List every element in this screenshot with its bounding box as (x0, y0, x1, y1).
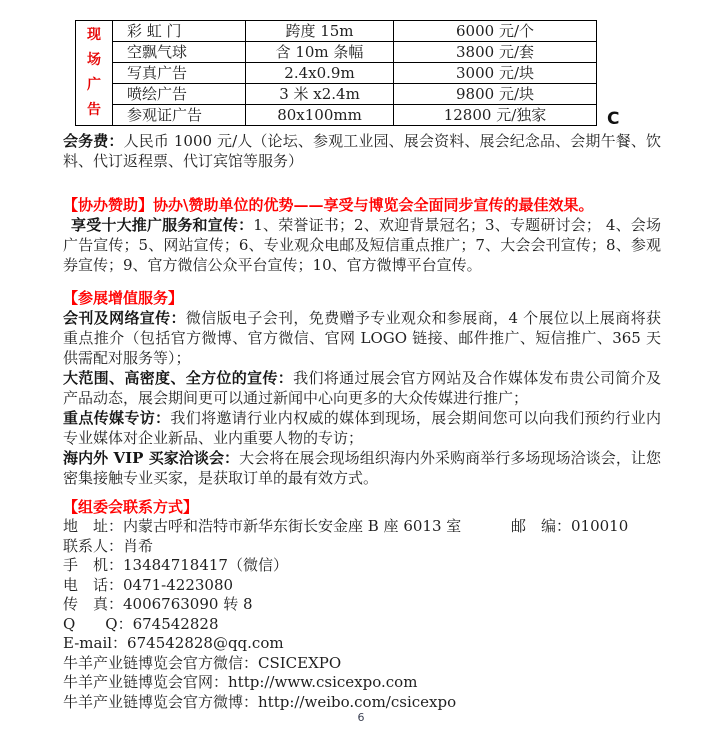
service-item-lead: 大范围、高密度、全方位的宣传： (63, 369, 294, 387)
ad-spec-cell: 3 米 x2.4m (246, 84, 394, 105)
ad-price-cell: 12800 元/独家 (394, 105, 597, 126)
ad-price-cell: 6000 元/个 (394, 21, 597, 42)
contact-line-phone: 电 话：0471-4223080 (63, 575, 234, 594)
service-item-text: 微信版电子会刊，免费赠予专业观众和参展商，4 个展位以上展商将获重点推介（包括官方微博、官方微信、官网 LOGO 链接、邮件推广、短信推广、365 天供需配对服务等）； (63, 309, 661, 367)
services-heading: 【参展增值服务】 (63, 289, 184, 307)
services-section (63, 288, 661, 488)
ad-spec-cell: 80x100mm (246, 105, 394, 126)
contact-line-qq: Q Q：674542828 (63, 614, 219, 633)
ad-type-cell: 写真广告 (113, 63, 246, 84)
contact-line-weibo: 牛羊产业链博览会官方微博：http://weibo.com/csicexpo (63, 692, 457, 711)
table-row (76, 84, 597, 105)
ad-price-cell: 9800 元/块 (394, 84, 597, 105)
contact-heading: 【组委会联系方式】 (63, 498, 199, 516)
contact-line-email: E-mail：674542828@qq.com (63, 634, 284, 652)
contact-line-fax: 传 真：4006763090 转 8 (63, 595, 253, 613)
ad-type-cell: 参观证广告 (113, 105, 246, 126)
sponsor-heading: 【协办赞助】协办\赞助单位的优势——享受与博览会全面同步宣传的最佳效果。 (63, 196, 594, 214)
contact-line-address (63, 517, 661, 537)
fees-paragraph (63, 131, 661, 171)
service-item-lead: 会刊及网络宣传： (63, 309, 186, 327)
ad-type-cell: 喷绘广告 (113, 84, 246, 105)
ad-spec-cell: 2.4x0.9m (246, 63, 394, 84)
ad-spec-cell: 跨度 15m (246, 21, 394, 42)
address-text: 地 址：内蒙古呼和浩特市新华东街长安金座 B 座 6013 室 (63, 517, 462, 535)
table-row (76, 42, 597, 63)
sponsor-section (63, 195, 661, 275)
service-item-lead: 重点传媒专访： (63, 409, 171, 427)
contact-section (63, 497, 661, 712)
sponsor-paragraph (63, 215, 661, 275)
sponsor-lead: 享受十大推广服务和宣传： (71, 216, 254, 234)
postcode-text: 邮 编：010010 (511, 517, 629, 535)
table-row (76, 105, 597, 126)
ad-spec-cell: 含 10m 条幅 (246, 42, 394, 63)
ad-type-cell: 空飘气球 (113, 42, 246, 63)
service-item (63, 408, 661, 448)
stray-character: C (607, 109, 620, 129)
fees-label: 会务费： (63, 132, 124, 150)
table-row (76, 63, 597, 84)
service-item-text: 大会将在展会现场组织海内外采购商举行多场现场洽谈会，让您密集接触专业买家，是获取订单的最有效方式。 (63, 449, 661, 487)
table-row (76, 21, 597, 42)
contact-line-person: 联系人：肖希 (63, 536, 154, 555)
service-item-text: 我们将通过展会官方网站及合作媒体发布贵公司简介及产品动态，展会期间更可以通过新闻中心向更多的大众传媒进行推广； (63, 369, 661, 407)
fees-text: 人民币 1000 元/人（论坛、参观工业园、展会资料、展会纪念品、会期午餐、饮料、代订返程票、代订宾馆等服务） (63, 132, 661, 170)
service-item (63, 368, 661, 408)
service-item (63, 448, 661, 488)
row-group-label: 现场广告 (87, 27, 101, 118)
service-item (63, 308, 661, 368)
sponsor-text: 1、荣誉证书；2、欢迎背景冠名；3、专题研讨会； 4、会场广告宣传；5、网站宣传；6、专业观众电邮及短信重点推广；7、大会会刊宣传；8、参观券宣传；9、官方微信公众平台宣传；10、官方微博平台宣传。 (63, 216, 661, 274)
page-number: 6 (357, 711, 365, 724)
ad-price-cell: 3800 元/套 (394, 42, 597, 63)
onsite-ad-price-table (75, 20, 597, 126)
row-group-header-cell (76, 21, 113, 126)
contact-line-mobile: 手 机：13484718417（微信） (63, 556, 288, 574)
ad-type-cell: 彩 虹 门 (113, 21, 246, 42)
contact-line-website: 牛羊产业链博览会官网：http://www.csicexpo.com (63, 673, 418, 691)
contact-line-wechat: 牛羊产业链博览会官方微信：CSICEXPO (63, 653, 342, 672)
ad-price-cell: 3000 元/块 (394, 63, 597, 84)
service-item-lead: 海内外 VIP 买家洽谈会： (63, 449, 240, 467)
service-item-text: 我们将邀请行业内权威的媒体到现场，展会期间您可以向我们预约行业内专业媒体对企业新品、业内重要人物的专访； (63, 409, 661, 447)
